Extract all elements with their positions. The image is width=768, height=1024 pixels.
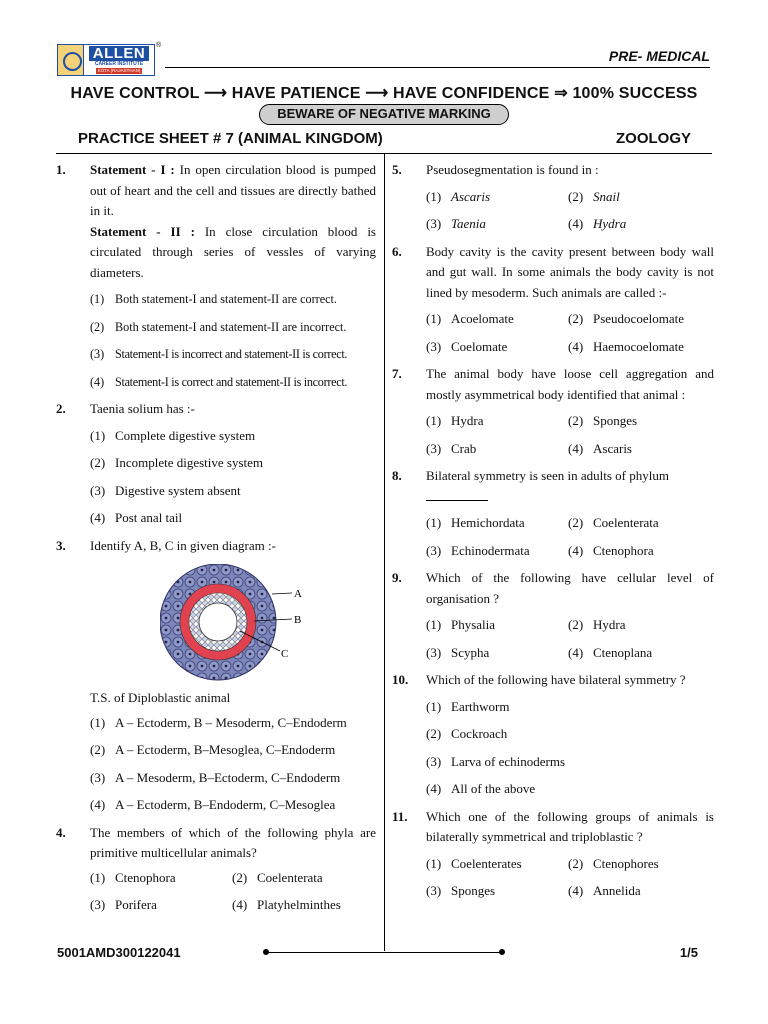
option-1[interactable]: (1) Complete digestive system bbox=[90, 427, 256, 443]
question-text: Which of the following have bilateral symmetry ? bbox=[426, 672, 686, 687]
option-2[interactable]: (2) Incomplete digestive system bbox=[90, 455, 264, 470]
logo-city: KOTA (RAJASTHAN) bbox=[97, 68, 141, 73]
right-column bbox=[392, 160, 714, 909]
question-text: Taenia solium has :- bbox=[90, 401, 195, 416]
negative-marking-badge: BEWARE OF NEGATIVE MARKING bbox=[259, 104, 509, 125]
question-3 bbox=[56, 536, 376, 823]
option-4[interactable]: (4) Hydra bbox=[568, 216, 627, 231]
question-text bbox=[90, 160, 376, 222]
option-1[interactable]: (1) Ctenophora bbox=[90, 869, 176, 885]
question-number: 5. bbox=[392, 162, 402, 177]
label-a: A bbox=[294, 588, 302, 600]
statement-2-text: In close circulation blood is circulated through series of vessles of varying diameters. bbox=[90, 223, 376, 280]
question-5 bbox=[392, 160, 714, 242]
footer-dot-right bbox=[499, 949, 505, 955]
page-number: 1/5 bbox=[679, 945, 698, 960]
option-3[interactable]: (3) Crab bbox=[426, 440, 477, 456]
option-4[interactable]: (4) Ctenophora bbox=[568, 542, 654, 558]
option-1[interactable]: (1) Acoelomate bbox=[426, 311, 514, 326]
footer-rule bbox=[266, 952, 502, 953]
question-number: 6. bbox=[392, 243, 402, 259]
option-4[interactable]: (4) A – Ectoderm, B–Endoderm, C–Mesoglea bbox=[90, 797, 336, 812]
option-2[interactable]: (2) Snail bbox=[568, 188, 620, 204]
option-2[interactable]: (2) A – Ectoderm, B–Mesoglea, C–Endoderm bbox=[90, 742, 336, 757]
question-7 bbox=[392, 364, 714, 466]
question-text: The animal body have loose cell aggregation and mostly asymmetrical body identified that animal : bbox=[426, 366, 714, 402]
option-4[interactable]: (4) All of the above bbox=[426, 781, 536, 796]
registered-mark: ® bbox=[156, 42, 162, 49]
question-1 bbox=[56, 160, 376, 399]
option-4[interactable]: (4) Statement-I is correct and statement-II is incorrect. bbox=[90, 374, 348, 389]
ts-diagram bbox=[160, 564, 330, 682]
option-1[interactable]: (1) Hemichordata bbox=[426, 515, 525, 530]
option-3[interactable]: (3) Scypha bbox=[426, 644, 490, 660]
option-3[interactable]: (3) Coelomate bbox=[426, 338, 508, 354]
column-divider bbox=[384, 153, 385, 951]
question-11 bbox=[392, 807, 714, 909]
question-text: Body cavity is the cavity present between body wall and gut wall. In some animals the body cavity is not lined by mesoderm. Such animals are called :- bbox=[426, 243, 714, 300]
question-9 bbox=[392, 568, 714, 670]
question-number: 8. bbox=[392, 468, 402, 483]
option-1[interactable]: (1) Physalia bbox=[426, 617, 496, 632]
option-2[interactable]: (2) Coelenterata bbox=[568, 515, 659, 530]
question-10 bbox=[392, 670, 714, 807]
question-text: Which of the following have cellular level of organisation ? bbox=[426, 570, 714, 606]
question-2 bbox=[56, 399, 376, 536]
diploblastic-diagram bbox=[160, 564, 330, 682]
sheet-code: 5001AMD300122041 bbox=[57, 945, 181, 960]
option-2[interactable]: (2) Sponges bbox=[568, 413, 638, 428]
motto: HAVE CONTROL ⟶ HAVE PATIENCE ⟶ HAVE CONFIDENCE ⇒ 100% SUCCESS bbox=[70, 85, 698, 102]
option-4[interactable]: (4) Ascaris bbox=[568, 440, 632, 456]
option-2[interactable]: (2) Pseudocoelomate bbox=[568, 311, 684, 326]
option-2[interactable]: (2) Hydra bbox=[568, 617, 626, 632]
option-2[interactable]: (2) Ctenophores bbox=[568, 855, 659, 871]
option-4[interactable]: (4) Haemocoelomate bbox=[568, 338, 684, 354]
option-1[interactable]: (1) Coelenterates bbox=[426, 855, 522, 871]
option-4[interactable]: (4) Platyhelminthes bbox=[232, 897, 341, 912]
option-3[interactable]: (3) Taenia bbox=[426, 216, 486, 231]
question-number: 2. bbox=[56, 401, 66, 416]
option-3[interactable]: (3) Sponges bbox=[426, 883, 496, 898]
fill-blank bbox=[426, 489, 488, 501]
option-2[interactable]: (2) Coelenterata bbox=[232, 869, 323, 885]
question-6 bbox=[392, 242, 714, 365]
option-3[interactable]: (3) Digestive system absent bbox=[90, 482, 241, 498]
logo-emblem-icon bbox=[58, 45, 84, 75]
option-1[interactable]: (1) Ascaris bbox=[426, 188, 490, 204]
question-number: 11. bbox=[392, 808, 408, 824]
question-text: Identify A, B, C in given diagram :- bbox=[90, 537, 276, 553]
option-1[interactable]: (1) Earthworm bbox=[426, 698, 510, 714]
option-1[interactable]: (1) A – Ectoderm, B – Mesoderm, C–Endoderm bbox=[90, 714, 347, 730]
course-tag: PRE- MEDICAL bbox=[608, 48, 710, 64]
option-2[interactable]: (2) Cockroach bbox=[426, 726, 508, 741]
question-number: 9. bbox=[392, 570, 402, 585]
option-4[interactable]: (4) Annelida bbox=[568, 883, 641, 898]
sheet-title: PRACTICE SHEET # 7 (ANIMAL KINGDOM) bbox=[78, 130, 383, 147]
gut-cavity bbox=[199, 603, 237, 641]
allen-logo bbox=[57, 44, 155, 76]
logo-subtitle: CAREER INSTITUTE bbox=[94, 61, 144, 67]
option-1[interactable]: (1) Hydra bbox=[426, 413, 484, 428]
left-column bbox=[56, 160, 376, 923]
question-text: Pseudosegmentation is found in : bbox=[426, 162, 599, 177]
diagram-caption: T.S. of Diploblastic animal bbox=[90, 690, 231, 705]
question-text: Bilateral symmetry is seen in adults of phylum bbox=[426, 466, 714, 507]
question-number: 1. bbox=[56, 162, 66, 177]
option-2[interactable]: (2) Both statement-I and statement-II are incorrect. bbox=[90, 319, 347, 334]
statement-2-label: Statement - II : bbox=[90, 223, 195, 239]
question-number: 4. bbox=[56, 824, 66, 840]
question-number: 3. bbox=[56, 537, 66, 553]
option-3[interactable]: (3) A – Mesoderm, B–Ectoderm, C–Endoderm bbox=[90, 769, 341, 785]
logo-brand: ALLEN bbox=[89, 46, 150, 61]
option-1[interactable]: (1) Both statement-I and statement-II are correct. bbox=[90, 292, 337, 306]
statement-1-text: In open circulation blood is pumped out of heart and the cell and tissues are directly bathed in it. bbox=[90, 162, 376, 218]
subject-title: ZOOLOGY bbox=[616, 130, 691, 147]
question-number: 10. bbox=[392, 672, 409, 687]
statement-1-label: Statement - I : bbox=[90, 162, 175, 177]
question-text: The members of which of the following phyla are primitive multicellular animals? bbox=[90, 824, 376, 860]
option-3[interactable]: (3) Statement-I is incorrect and statement-II is correct. bbox=[90, 347, 348, 361]
question-text bbox=[90, 222, 376, 284]
question-4 bbox=[56, 823, 376, 923]
label-b: B bbox=[294, 614, 302, 626]
option-4[interactable]: (4) Ctenoplana bbox=[568, 644, 653, 660]
question-8 bbox=[392, 466, 714, 568]
option-3[interactable]: (3) Larva of echinoderms bbox=[426, 753, 566, 769]
option-3[interactable]: (3) Echinodermata bbox=[426, 542, 530, 558]
option-3[interactable]: (3) Porifera bbox=[90, 897, 157, 912]
question-number: 7. bbox=[392, 366, 402, 381]
header-rule bbox=[165, 67, 710, 68]
question-text: Which one of the following groups of animals is bilaterally symmetrical and triploblastic ? bbox=[426, 808, 714, 844]
label-c: C bbox=[281, 648, 289, 660]
option-4[interactable]: (4) Post anal tail bbox=[90, 510, 183, 525]
